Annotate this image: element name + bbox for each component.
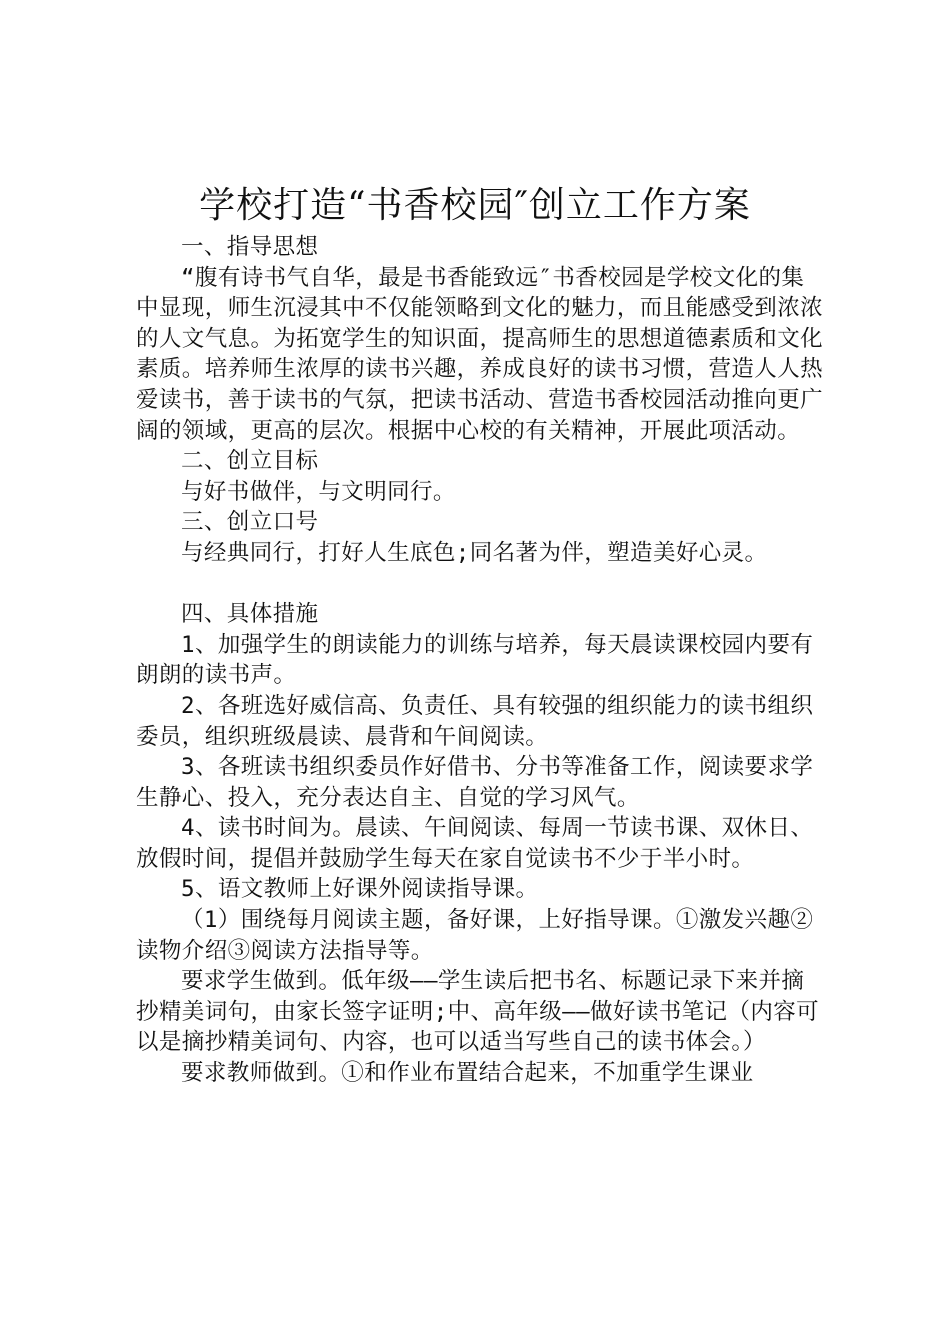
paragraph-teacher-requirements: 要求教师做到。①和作业布置结合起来，不加重学生课业 [181, 1060, 754, 1087]
measure-item-2: 2、各班选好威信高、负责任、具有较强的组织能力的读书组织委员，组织班级晨读、晨背和午间阅读。 [136, 692, 814, 750]
paragraph-slogan: 与经典同行，打好人生底色;同名著为伴，塑造美好心灵。 [181, 539, 768, 566]
document-body [136, 232, 826, 1089]
measure-subitem-1: （1）围绕每月阅读主题，备好课，上好指导课。①激发兴趣②读物介绍③阅读方法指导等。 [136, 907, 814, 964]
measure-item-5: 5、语文教师上好课外阅读指导课。 [181, 876, 539, 903]
measure-item-3: 3、各班读书组织委员作好借书、分书等准备工作，阅读要求学生静心、投入，充分表达自主、自觉的学习风气。 [136, 754, 814, 811]
measure-item-4: 4、读书时间为。晨读、午间阅读、每周一节读书课、双休日、放假时间，提倡并鼓励学生每天在家自觉读书不少于半小时。 [136, 815, 814, 872]
section-heading-slogan: 三、创立口号 [181, 509, 319, 536]
paragraph-goal: 与好书做伴，与文明同行。 [181, 478, 456, 505]
document-title: 学校打造“书香校园″创立工作方案 [199, 185, 751, 226]
paragraph-student-requirements: 要求学生做到。低年级——学生读后把书名、标题记录下来并摘抄精美词句，由家长签字证明;中、高年级——做好读书笔记（内容可以是摘抄精美词句、内容，也可以适当写些自己的读书体会。） [136, 968, 820, 1056]
section-heading-goal: 二、创立目标 [181, 448, 319, 475]
paragraph-spacer [136, 569, 826, 600]
paragraph-guiding-thought: “腹有诗书气自华，最是书香能致远″书香校园是学校文化的集中显现，师生沉浸其中不仅能领略到文化的魅力，而且能感受到浓浓的人文气息。为拓宽学生的知识面，提高师生的思想道德素质和文化素质。培养师生浓厚的读书兴趣，养成良好的读书习惯，营造人人热爱读书，善于读书的气氛，把读书活动、营造书香校园活动推向更广阔的领域，更高的层次。根据中心校的有关精神，开展此项活动。 [136, 264, 824, 444]
measure-item-1: 1、加强学生的朗读能力的训练与培养，每天晨读课校园内要有朗朗的读书声。 [136, 631, 814, 689]
section-heading-measures: 四、具体措施 [181, 601, 319, 628]
section-heading-guiding-thought: 一、指导思想 [181, 234, 319, 260]
